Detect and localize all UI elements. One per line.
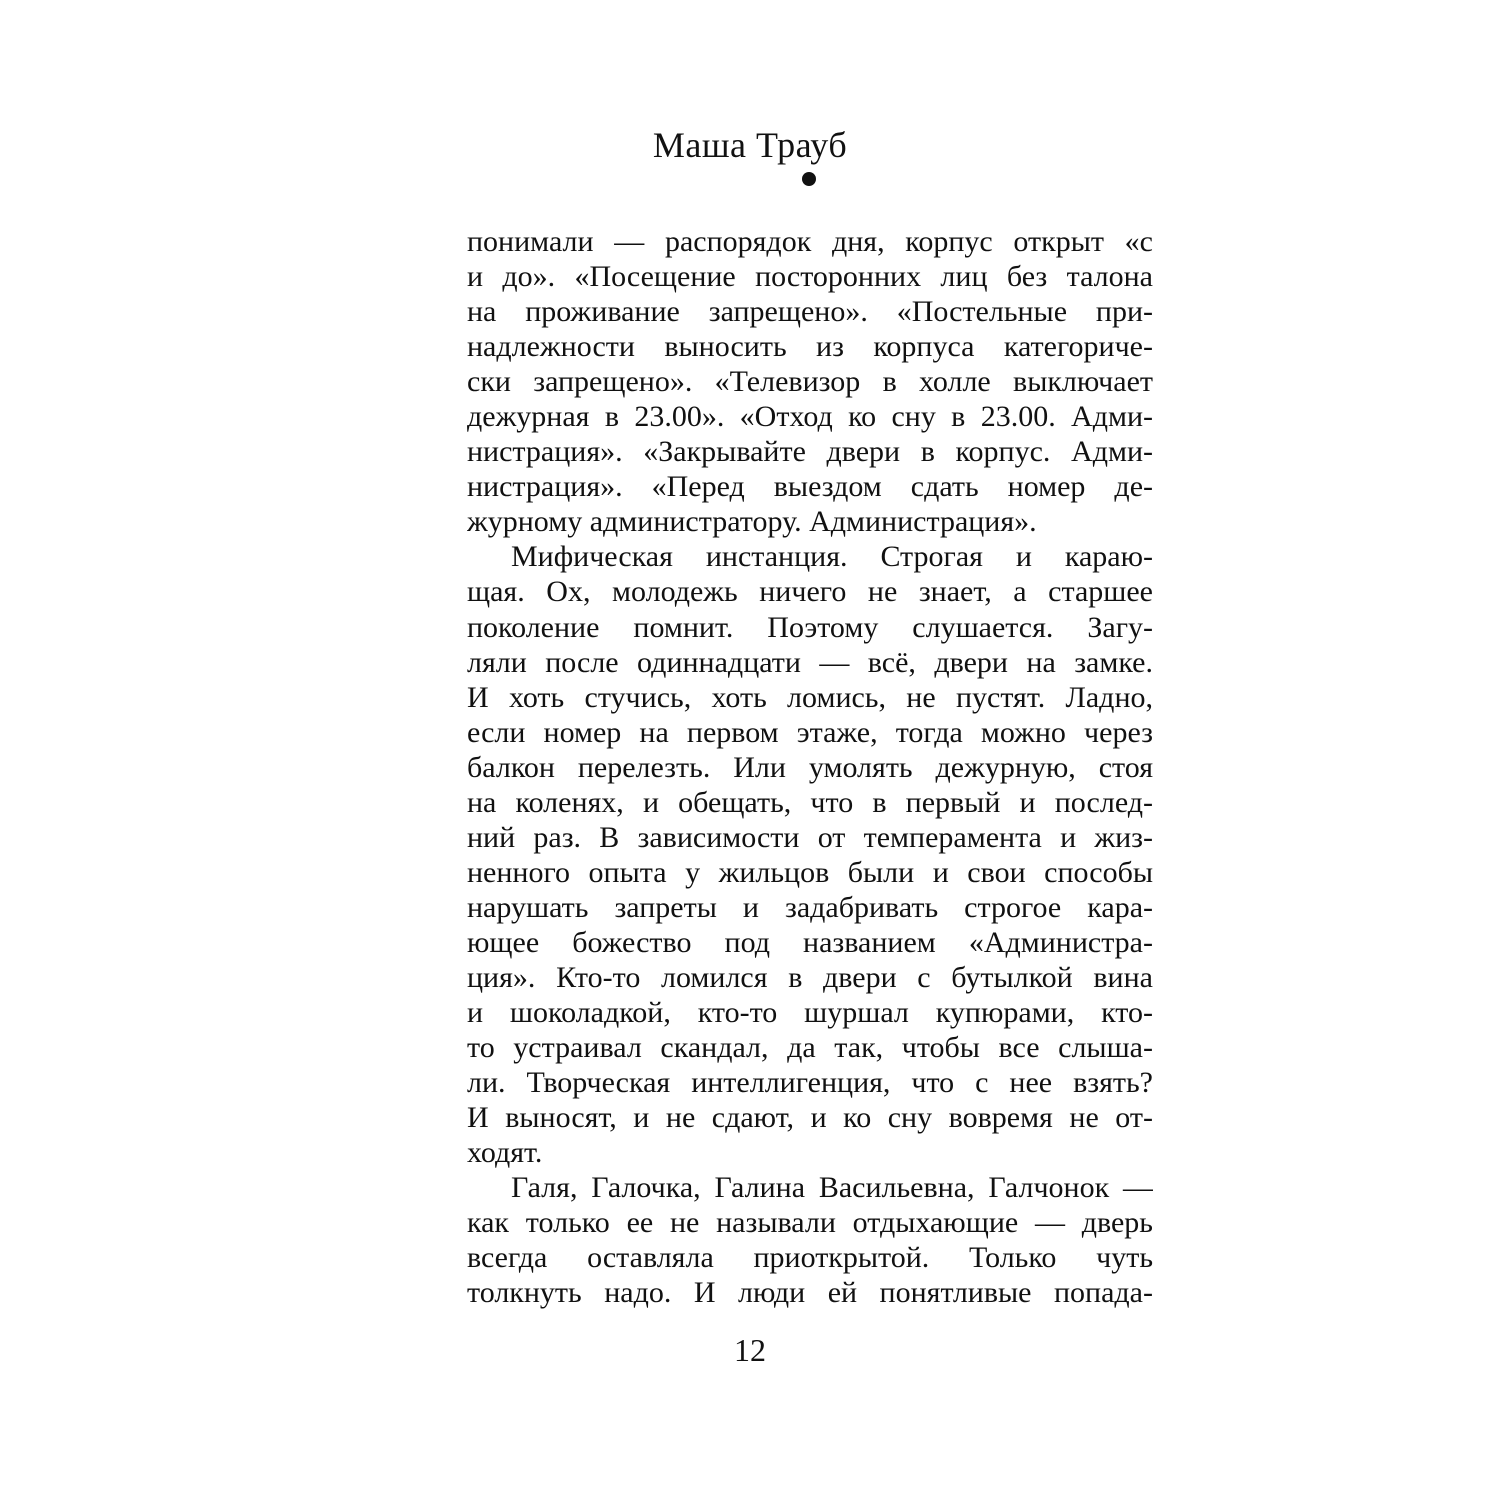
- text-line: ходят.: [467, 1136, 543, 1170]
- text-line: ненного опыта у жильцов были и свои способы: [467, 855, 1153, 889]
- body-text: [467, 224, 1153, 1310]
- text-line: надлежности выносить из корпуса категориче-: [467, 330, 1153, 364]
- text-line: ний раз. В зависимости от темперамента и жиз-: [467, 820, 1153, 854]
- text-line: балкон перелезть. Или умолять дежурную, стоя: [467, 750, 1153, 784]
- text-line: дежурная в 23.00». «Отход ко сну в 23.00. Адми-: [467, 400, 1153, 434]
- text-line: то устраивал скандал, да так, чтобы все слыша-: [467, 1031, 1153, 1065]
- text-line: как только ее не называли отдыхающие — дверь: [467, 1206, 1153, 1240]
- text-line: журному администратору. Администрация».: [467, 505, 1037, 539]
- text-line: если номер на первом этаже, тогда можно через: [467, 715, 1153, 749]
- text-line: И выносят, и не сдают, и ко сну вовремя не от-: [467, 1101, 1153, 1135]
- text-line: на коленях, и обещать, что в первый и послед-: [467, 785, 1153, 819]
- text-line: понимали — распорядок дня, корпус открыт «с: [467, 225, 1153, 258]
- text-line: ски запрещено». «Телевизор в холле выключает: [467, 365, 1153, 399]
- text-line: ли. Творческая интеллигенция, что с нее взять?: [467, 1066, 1153, 1100]
- text-line: на проживание запрещено». «Постельные при-: [467, 295, 1153, 329]
- page-number: 12: [734, 1332, 766, 1368]
- text-line: всегда оставляла приоткрытой. Только чуть: [467, 1241, 1153, 1275]
- text-line: И хоть стучись, хоть ломись, не пустят. Ладно,: [467, 680, 1153, 714]
- text-line: Галя, Галочка, Галина Васильевна, Галчонок —: [511, 1171, 1153, 1205]
- text-line: ющее божество под названием «Администра-: [467, 925, 1153, 959]
- text-line: и до». «Посещение посторонних лиц без талона: [467, 260, 1153, 294]
- text-line: нистрация». «Перед выездом сдать номер де-: [467, 470, 1153, 504]
- ornament-dot-icon: [802, 172, 816, 186]
- text-line: Мифическая инстанция. Строгая и караю-: [511, 540, 1153, 574]
- text-line: нарушать запреты и задабривать строгое кара-: [467, 890, 1153, 924]
- text-line: нистрация». «Закрывайте двери в корпус. Адми-: [467, 435, 1153, 469]
- text-line: ляли после одиннадцати — всё, двери на замке.: [467, 645, 1153, 679]
- text-line: ция». Кто-то ломился в двери с бутылкой вина: [467, 960, 1153, 994]
- text-line: толкнуть надо. И люди ей понятливые попада-: [467, 1276, 1153, 1310]
- text-line: поколение помнит. Поэтому слушается. Загу-: [467, 610, 1153, 644]
- text-line: щая. Ох, молодежь ничего не знает, а старшее: [467, 575, 1153, 609]
- running-head-author: Маша Трауб: [652, 125, 848, 165]
- text-line: и шоколадкой, кто-то шуршал купюрами, кто-: [467, 996, 1153, 1030]
